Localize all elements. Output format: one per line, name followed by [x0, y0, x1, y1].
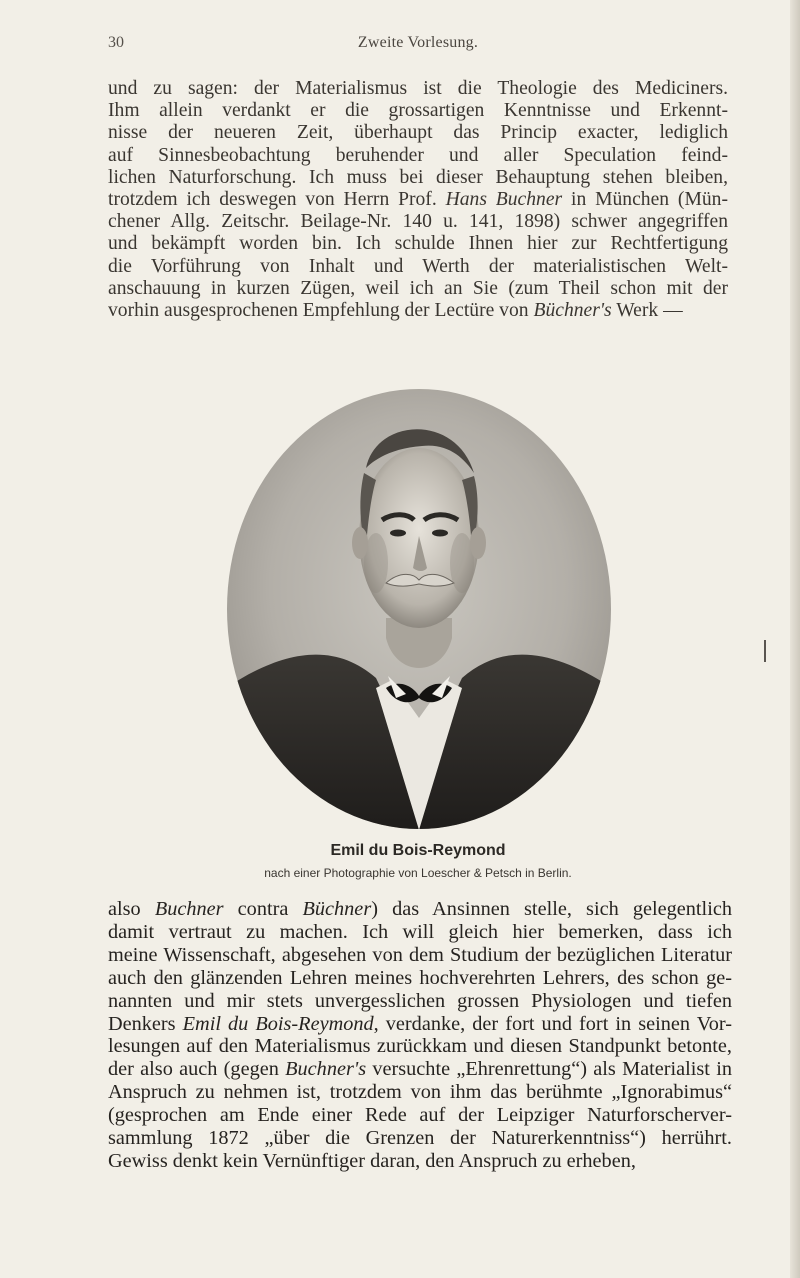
- text-line: lichen Naturforschung. Ich muss bei dieser Behauptung stehen bleiben,: [108, 166, 728, 188]
- text-line: meine Wissenschaft, abgesehen von dem Studium der bezüglichen Literatur: [108, 943, 732, 966]
- author-name-emil-du-bois-reymond: Emil du Bois-Reymond: [182, 1012, 374, 1035]
- text-segment: trotzdem ich deswegen von Herrn Prof.: [108, 189, 437, 211]
- page-edge-shadow: [790, 0, 800, 1278]
- text-line: und zu sagen: der Materialismus ist die Theologie des Mediciners.: [108, 78, 728, 99]
- text-line: [108, 300, 728, 322]
- portrait-figure: [226, 388, 612, 830]
- bottom-paragraph: [108, 898, 732, 1173]
- figure-caption-source: nach einer Photographie von Loescher & Petsch in Berlin.: [264, 866, 572, 880]
- text-line: sammlung 1872 „über die Grenzen der Naturerkenntniss“) herrührt.: [108, 1127, 732, 1150]
- author-name-buechners: Büchner's: [533, 300, 612, 322]
- text-segment: der also auch (gegen: [108, 1058, 279, 1081]
- text-segment: , verdanke, der fort und fort in seinen Vor-: [373, 1012, 733, 1035]
- text-line: [108, 189, 728, 211]
- text-line: Anspruch zu nehmen ist, trotzdem von ihm das berühmte „Ignorabimus“: [108, 1081, 732, 1104]
- author-name-buchners: Buchner's: [285, 1058, 367, 1081]
- text-segment: in München (Mün-: [571, 189, 728, 211]
- text-line: [108, 1013, 732, 1036]
- scan-artifact: [764, 640, 766, 662]
- author-name-hans-buchner: Hans Buchner: [445, 189, 563, 211]
- text-line: auch den glänzenden Lehren meines hochverehrten Lehrers, des schon ge-: [108, 966, 732, 989]
- text-segment: Denkers: [108, 1012, 176, 1035]
- text-line: nannten und mir stets unvergesslichen grossen Physiologen und tiefen: [108, 989, 732, 1012]
- text-segment: Werk —: [616, 300, 683, 322]
- text-segment: vorhin ausgesprochenen Empfehlung der Lectüre von: [108, 300, 529, 322]
- text-line: und bekämpft worden bin. Ich schulde Ihnen hier zur Rechtfertigung: [108, 233, 728, 255]
- top-paragraph: [108, 78, 728, 322]
- text-segment: ) das Ansinnen stelle, sich gelegentlich: [371, 898, 732, 920]
- running-head: Zweite Vorlesung.: [357, 34, 479, 51]
- author-name-buchner: Buchner: [154, 898, 224, 920]
- text-line: damit vertraut zu machen. Ich will gleich hier bemerken, dass ich: [108, 920, 732, 943]
- figure-caption-name: Emil du Bois-Reymond: [330, 842, 506, 859]
- page-number: 30: [108, 34, 124, 51]
- text-segment: also: [108, 898, 141, 920]
- text-segment: contra: [237, 898, 289, 920]
- portrait-image: [226, 388, 612, 830]
- text-line: anschauung in kurzen Zügen, weil ich an Sie (zum Theil schon mit der: [108, 277, 728, 299]
- text-line: Ihm allein verdankt er die grossartigen Kenntnisse und Erkennt-: [108, 100, 728, 122]
- text-line: lesungen auf den Materialismus zurückkam und diesen Standpunkt betonte,: [108, 1035, 732, 1058]
- page-header: [108, 34, 728, 58]
- text-line: chener Allg. Zeitschr. Beilage-Nr. 140 u. 141, 1898) schwer angegriffen: [108, 211, 728, 233]
- text-line: [108, 1058, 732, 1081]
- text-line: auf Sinnesbeobachtung beruhender und aller Speculation feind-: [108, 144, 728, 166]
- text-line: Gewiss denkt kein Vernünftiger daran, den Anspruch zu erheben,: [108, 1149, 636, 1172]
- text-line: (gesprochen am Ende einer Rede auf der Leipziger Naturforscherver-: [108, 1104, 732, 1127]
- text-line: [108, 898, 732, 921]
- text-line: die Vorführung von Inhalt und Werth der materialistischen Welt-: [108, 255, 728, 277]
- text-segment: versuchte „Ehrenrettung“) als Materialist in: [372, 1058, 732, 1081]
- text-line: nisse der neueren Zeit, überhaupt das Princip exacter, lediglich: [108, 122, 728, 144]
- author-name-buechner: Büchner: [302, 898, 372, 920]
